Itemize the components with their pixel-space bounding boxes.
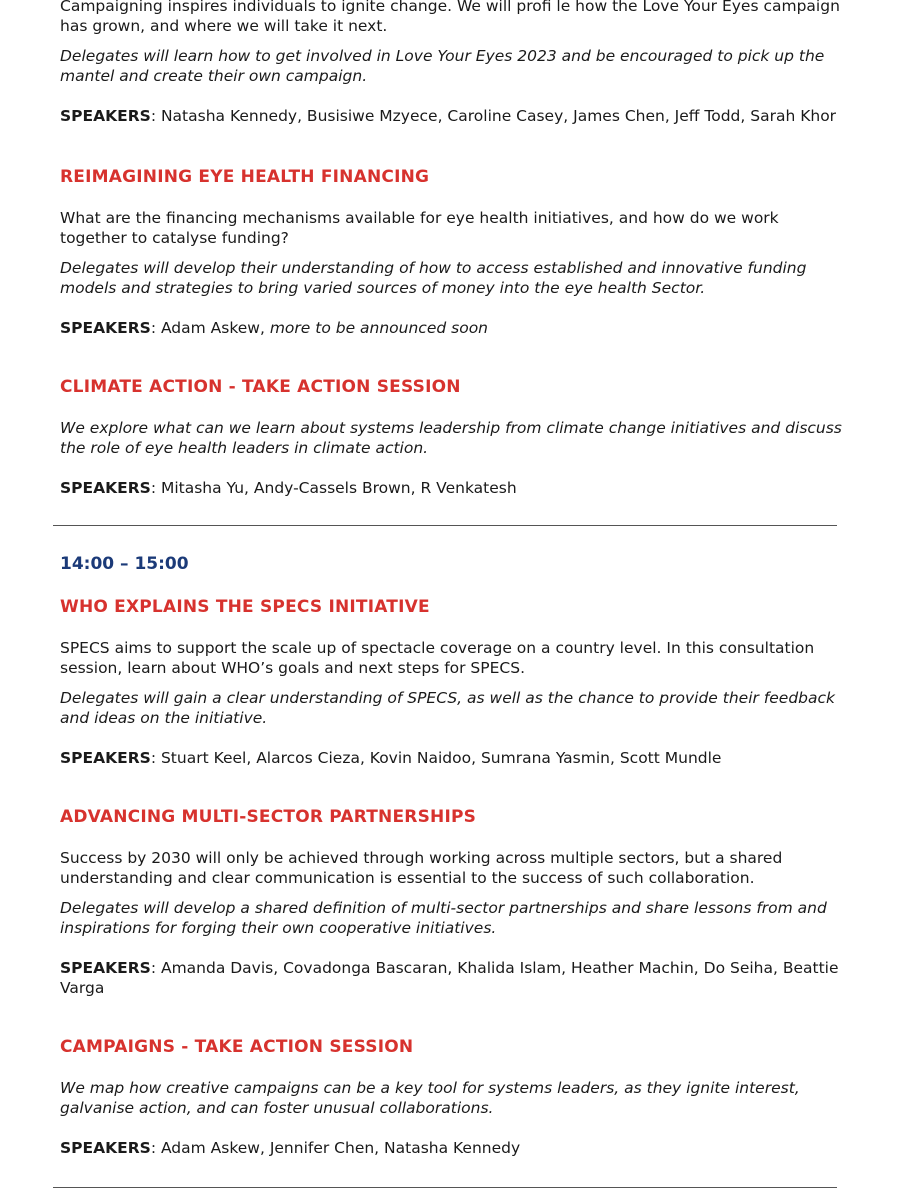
session-speakers bbox=[60, 748, 850, 768]
speakers-label: SPEAKERS bbox=[60, 319, 151, 337]
time-slot: 14:00 – 15:00 bbox=[60, 554, 189, 574]
intro-description: Campaigning inspires individuals to ignite change. We will profi le how the Love Your Eyes campaign has grown, and where we will take it next. bbox=[60, 0, 840, 35]
intro-outcome: Delegates will learn how to get involved in Love Your Eyes 2023 and be encouraged to pick up the mantel and create their own campaign. bbox=[60, 47, 825, 85]
session-outcome: Delegates will gain a clear understanding of SPECS, as well as the chance to provide their feedback and ideas on the initiative. bbox=[60, 689, 836, 727]
speakers-list: : Adam Askew, Jennifer Chen, Natasha Kennedy bbox=[150, 1139, 521, 1157]
session-outcome: We explore what can we learn about systems leadership from climate change initiatives and discuss the role of eye health leaders in climate action. bbox=[60, 419, 842, 457]
speakers-list: : Stuart Keel, Alarcos Cieza, Kovin Naidoo, Sumrana Yasmin, Scott Mundle bbox=[150, 749, 722, 767]
session-speakers bbox=[60, 958, 850, 998]
session-speakers bbox=[60, 478, 850, 498]
session-multi-sector bbox=[60, 806, 850, 998]
session-outcome: We map how creative campaigns can be a key tool for systems leaders, as they ignite interest, galvanise action, and can foster unusual collaborations. bbox=[60, 1079, 800, 1117]
session-outcome: Delegates will develop a shared definition of multi-sector partnerships and share lessons from and inspirations for forging their own cooperative initiatives. bbox=[60, 899, 827, 937]
session-title: CAMPAIGNS - TAKE ACTION SESSION bbox=[60, 1037, 414, 1057]
speakers-list: : Adam Askew, bbox=[150, 319, 270, 337]
session-climate-action bbox=[60, 376, 850, 498]
session-specs bbox=[60, 596, 850, 768]
speakers-label: SPEAKERS bbox=[60, 959, 151, 977]
session-financing bbox=[60, 166, 850, 338]
speakers-label: SPEAKERS bbox=[60, 479, 151, 497]
section-divider bbox=[53, 1187, 837, 1188]
speakers-list: : Mitasha Yu, Andy-Cassels Brown, R Venkatesh bbox=[150, 479, 517, 497]
session-outcome: Delegates will develop their understanding of how to access established and innovative funding models and strategies to bring varied sources of money into the eye health Sector. bbox=[60, 259, 807, 297]
section-divider bbox=[53, 525, 837, 526]
speakers-list: : Amanda Davis, Covadonga Bascaran, Khalida Islam, Heather Machin, Do Seiha, Beattie Varga bbox=[60, 959, 839, 997]
session-title: WHO EXPLAINS THE SPECS INITIATIVE bbox=[60, 597, 430, 617]
session-speakers bbox=[60, 318, 850, 338]
session-speakers bbox=[60, 1138, 850, 1158]
speakers-label: SPEAKERS bbox=[60, 107, 151, 125]
speakers-label: SPEAKERS bbox=[60, 1139, 151, 1157]
session-title: ADVANCING MULTI-SECTOR PARTNERSHIPS bbox=[60, 807, 477, 827]
intro-section bbox=[60, 0, 850, 126]
intro-speakers bbox=[60, 106, 850, 126]
session-campaigns bbox=[60, 1036, 850, 1158]
speakers-list: : Natasha Kennedy, Busisiwe Mzyece, Caroline Casey, James Chen, Jeff Todd, Sarah Khor bbox=[150, 107, 837, 125]
session-description: What are the financing mechanisms available for eye health initiatives, and how do we work together to catalyse funding? bbox=[60, 209, 779, 247]
session-title: REIMAGINING EYE HEALTH FINANCING bbox=[60, 167, 430, 187]
session-description: SPECS aims to support the scale up of spectacle coverage on a country level. In this consultation session, learn about WHO’s goals and next steps for SPECS. bbox=[60, 639, 815, 677]
session-description: Success by 2030 will only be achieved through working across multiple sectors, but a shared understanding and clear communication is essential to the success of such collaboration. bbox=[60, 849, 783, 887]
speakers-tba: more to be announced soon bbox=[269, 319, 489, 337]
session-title: CLIMATE ACTION - TAKE ACTION SESSION bbox=[60, 377, 461, 397]
speakers-label: SPEAKERS bbox=[60, 749, 151, 767]
